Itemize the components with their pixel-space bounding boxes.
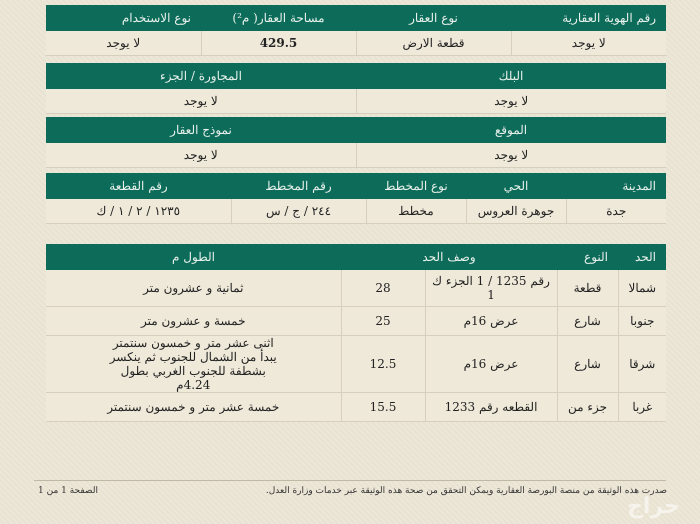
value-city: جدة — [566, 199, 666, 224]
header-city: المدينة — [566, 173, 666, 199]
table-row — [46, 270, 666, 307]
boundary-type: شارع — [557, 336, 618, 393]
boundary-length: 28 — [341, 270, 425, 307]
boundary-type: قطعة — [557, 270, 618, 307]
watermark-logo: حراج — [627, 494, 680, 519]
header-description: وصف الحد — [341, 244, 557, 270]
boundary-length-text: خمسة و عشرون متر — [46, 307, 341, 336]
boundary-type: شارع — [557, 307, 618, 336]
boundary-type: جزء من — [557, 393, 618, 422]
boundary-length: 15.5 — [341, 393, 425, 422]
table-row — [46, 393, 666, 422]
header-property-id: رقم الهوية العقارية — [511, 5, 666, 31]
boundary-side: شمالا — [618, 270, 666, 307]
boundary-desc: القطعه رقم 1233 — [425, 393, 557, 422]
header-plot-number: رقم القطعة — [46, 173, 231, 199]
boundary-length: 25 — [341, 307, 425, 336]
header-block: البلك — [356, 63, 666, 89]
location-info-table — [46, 117, 666, 168]
value-block: لا يوجد — [356, 89, 666, 114]
boundaries-table — [46, 244, 666, 422]
header-plan-number: رقم المخطط — [231, 173, 366, 199]
page-number: الصفحة 1 من 1 — [38, 486, 98, 496]
footer-divider — [34, 480, 666, 481]
boundary-desc: عرض 16م — [425, 307, 557, 336]
header-boundary: الحد — [618, 244, 666, 270]
value-plan-number: ٢٤٤ / ج / س — [231, 199, 366, 224]
value-district: جوهرة العروس — [466, 199, 566, 224]
boundary-desc: عرض 16م — [425, 336, 557, 393]
header-property-model: نموذج العقار — [46, 117, 356, 143]
value-property-model: لا يوجد — [46, 143, 356, 168]
boundary-desc: رقم 1235 / 1 الجزء ك 1 — [425, 270, 557, 307]
header-neighborhood-part: المجاورة / الجزء — [46, 63, 356, 89]
header-usage-type: نوع الاستخدام — [46, 5, 201, 31]
header-location: الموقع — [356, 117, 666, 143]
table-row — [46, 307, 666, 336]
value-neighborhood-part: لا يوجد — [46, 89, 356, 114]
boundary-length: 12.5 — [341, 336, 425, 393]
table-row — [46, 336, 666, 393]
header-district: الحي — [466, 173, 566, 199]
boundary-length-text: خمسة عشر متر و خمسون سنتمتر — [46, 393, 341, 422]
header-length: الطول م — [46, 244, 341, 270]
value-area: 429.5 — [201, 31, 356, 56]
header-type: النوع — [557, 244, 618, 270]
value-location: لا يوجد — [356, 143, 666, 168]
boundary-side: جنوبا — [618, 307, 666, 336]
header-area: مساحة العقار( م²) — [201, 5, 356, 31]
property-info-table — [46, 5, 666, 56]
footer-note: صدرت هذه الوثيقة من منصة البورصة العقارية ويمكن التحقق من صحة هذه الوثيقة عبر خدمات وزارة العدل. — [265, 486, 667, 496]
block-info-table — [46, 63, 666, 114]
value-usage-type: لا يوجد — [46, 31, 201, 56]
header-property-type: نوع العقار — [356, 5, 511, 31]
header-plan-type: نوع المخطط — [366, 173, 466, 199]
boundary-length-text: ثمانية و عشرون متر — [46, 270, 341, 307]
value-plot-number: ١٢٣٥ / ٢ / ١ / ك — [46, 199, 231, 224]
boundary-side: غربا — [618, 393, 666, 422]
boundary-length-text: اثنى عشر متر و خمسون سنتمتر يبدأ من الشمال للجنوب ثم ينكسر بشطفة للجنوب الغربي بطول 4.24م — [46, 336, 341, 393]
value-property-type: قطعة الارض — [356, 31, 511, 56]
value-plan-type: مخطط — [366, 199, 466, 224]
plan-info-table — [46, 173, 666, 224]
boundary-side: شرقا — [618, 336, 666, 393]
value-property-id: لا يوجد — [511, 31, 666, 56]
